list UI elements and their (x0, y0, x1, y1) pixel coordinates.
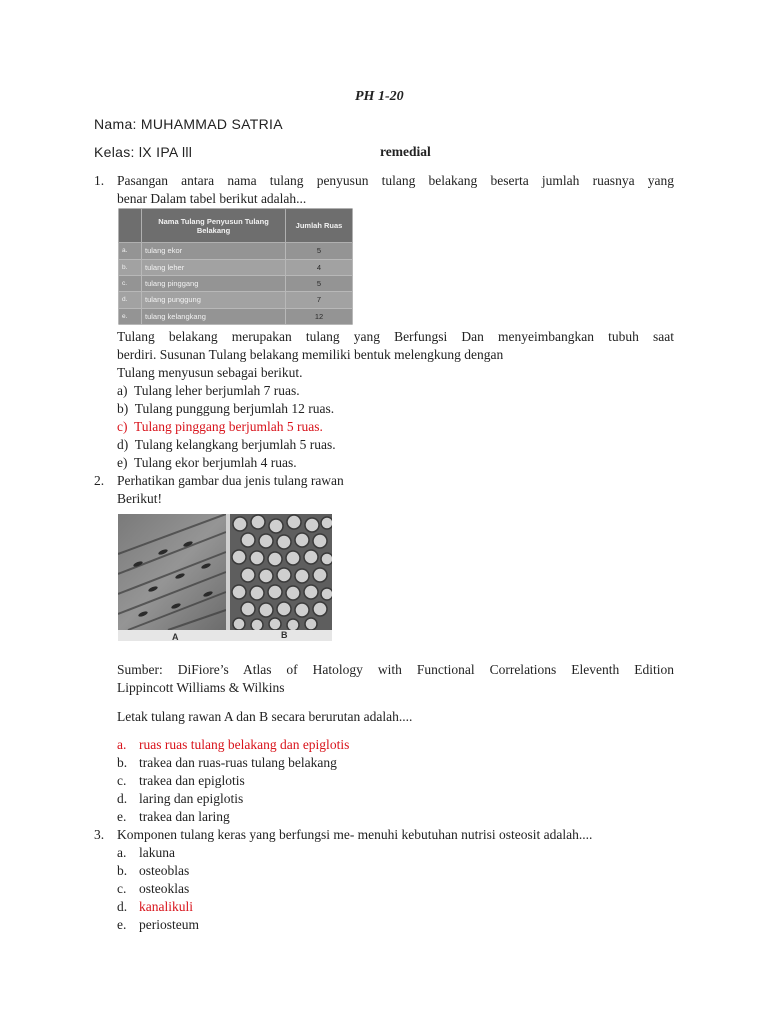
q2-option-d (117, 790, 243, 808)
table-row (119, 292, 353, 308)
option-key: e. (117, 809, 127, 824)
student-name: Nama: MUHAMMAD SATRIA (94, 116, 283, 132)
option-text: Tulang punggung berjumlah 12 ruas. (134, 401, 335, 416)
q3-option-b (117, 862, 189, 880)
row-key: e. (119, 308, 142, 324)
remedial-label: remedial (380, 144, 431, 159)
option-text: ruas ruas tulang belakang dan epiglotis (139, 737, 350, 752)
q2-number: 2. (94, 473, 105, 488)
option-key: d) (117, 437, 129, 452)
q2-text-line1: Perhatikan gambar dua jenis tulang rawan (117, 473, 344, 488)
student-class: Kelas: lX IPA lll (94, 144, 193, 160)
row-name: tulang leher (142, 259, 286, 275)
option-text: trakea dan epiglotis (139, 773, 245, 788)
option-text: Tulang leher berjumlah 7 ruas. (134, 383, 300, 398)
q1-option-e (117, 454, 297, 472)
row-key: a. (119, 243, 142, 259)
table-row (119, 243, 353, 259)
option-text: Tulang ekor berjumlah 4 ruas. (134, 455, 297, 470)
q1-explain-line1: Tulang belakang merupakan tulang yang Berfungsi Dan menyeimbangkan tubuh saat (117, 329, 674, 344)
option-key: d. (117, 899, 128, 914)
option-key: a. (117, 845, 127, 860)
q2-option-c (117, 772, 245, 790)
q1-text-line1: Pasangan antara nama tulang penyusun tulang belakang beserta jumlah ruasnya yang (117, 173, 674, 188)
q3-option-a (117, 844, 175, 862)
option-text: trakea dan ruas-ruas tulang belakang (139, 755, 337, 770)
row-value: 7 (286, 292, 353, 308)
micrograph-label-b: B (281, 630, 288, 640)
q2-source-line2: Lippincott Williams & Wilkins (117, 680, 285, 695)
option-key: a. (117, 737, 127, 752)
option-key: e. (117, 917, 127, 932)
q3-option-d-answer (117, 898, 193, 916)
spine-table (118, 208, 353, 325)
q2-text-line2: Berikut! (117, 491, 162, 506)
row-key: d. (119, 292, 142, 308)
q3-option-c (117, 880, 189, 898)
option-text: kanalikuli (139, 899, 193, 914)
q2-question: Letak tulang rawan A dan B secara berurutan adalah.... (117, 709, 413, 724)
cartilage-micrograph (118, 514, 332, 641)
table-row (119, 308, 353, 324)
option-text: laring dan epiglotis (139, 791, 244, 806)
option-key: c) (117, 419, 128, 434)
table-header-name: Nama Tulang Penyusun Tulang Belakang (142, 209, 286, 243)
micrograph-label-a: A (172, 632, 179, 641)
option-key: b. (117, 863, 128, 878)
option-text: trakea dan laring (139, 809, 230, 824)
q1-explain-line3: Tulang menyusun sebagai berikut. (117, 365, 303, 380)
row-name: tulang kelangkang (142, 308, 286, 324)
q1-explain-line2: berdiri. Susunan Tulang belakang memiliki bentuk melengkung dengan (117, 347, 504, 362)
option-text: Tulang kelangkang berjumlah 5 ruas. (134, 437, 336, 452)
q1-option-b (117, 400, 334, 418)
q1-option-a (117, 382, 300, 400)
row-name: tulang ekor (142, 243, 286, 259)
row-name: tulang pinggang (142, 275, 286, 291)
q1-table-image (118, 208, 353, 325)
q2-option-e (117, 808, 230, 826)
option-key: e) (117, 455, 128, 470)
micrograph-svg (118, 514, 332, 641)
option-text: Tulang pinggang berjumlah 5 ruas. (134, 419, 323, 434)
option-key: c. (117, 881, 127, 896)
q1-option-d (117, 436, 336, 454)
option-key: d. (117, 791, 128, 806)
q3-number: 3. (94, 827, 105, 842)
option-text: periosteum (139, 917, 199, 932)
q1-option-c-answer (117, 418, 323, 436)
table-header-key (119, 209, 142, 243)
table-header-count: Jumlah Ruas (286, 209, 353, 243)
row-name: tulang punggung (142, 292, 286, 308)
option-key: a) (117, 383, 128, 398)
option-key: c. (117, 773, 127, 788)
row-key: b. (119, 259, 142, 275)
row-value: 5 (286, 275, 353, 291)
q3-option-e (117, 916, 199, 934)
table-row (119, 259, 353, 275)
page-title: PH 1-20 (355, 89, 404, 104)
row-value: 5 (286, 243, 353, 259)
option-key: b. (117, 755, 128, 770)
option-key: b) (117, 401, 129, 416)
option-text: osteoblas (139, 863, 190, 878)
row-value: 12 (286, 308, 353, 324)
q2-option-a-answer (117, 736, 349, 754)
table-row (119, 275, 353, 291)
q1-text-line2: benar Dalam tabel berikut adalah... (117, 191, 307, 206)
option-text: osteoklas (139, 881, 190, 896)
option-text: lakuna (139, 845, 175, 860)
q2-source-line1: Sumber: DiFiore’s Atlas of Hatology with Functional Correlations Eleventh Edition (117, 662, 674, 677)
q3-text: Komponen tulang keras yang berfungsi me- menuhi kebutuhan nutrisi osteosit adalah.... (117, 827, 593, 842)
row-value: 4 (286, 259, 353, 275)
q2-option-b (117, 754, 337, 772)
row-key: c. (119, 275, 142, 291)
q1-number: 1. (94, 173, 105, 188)
